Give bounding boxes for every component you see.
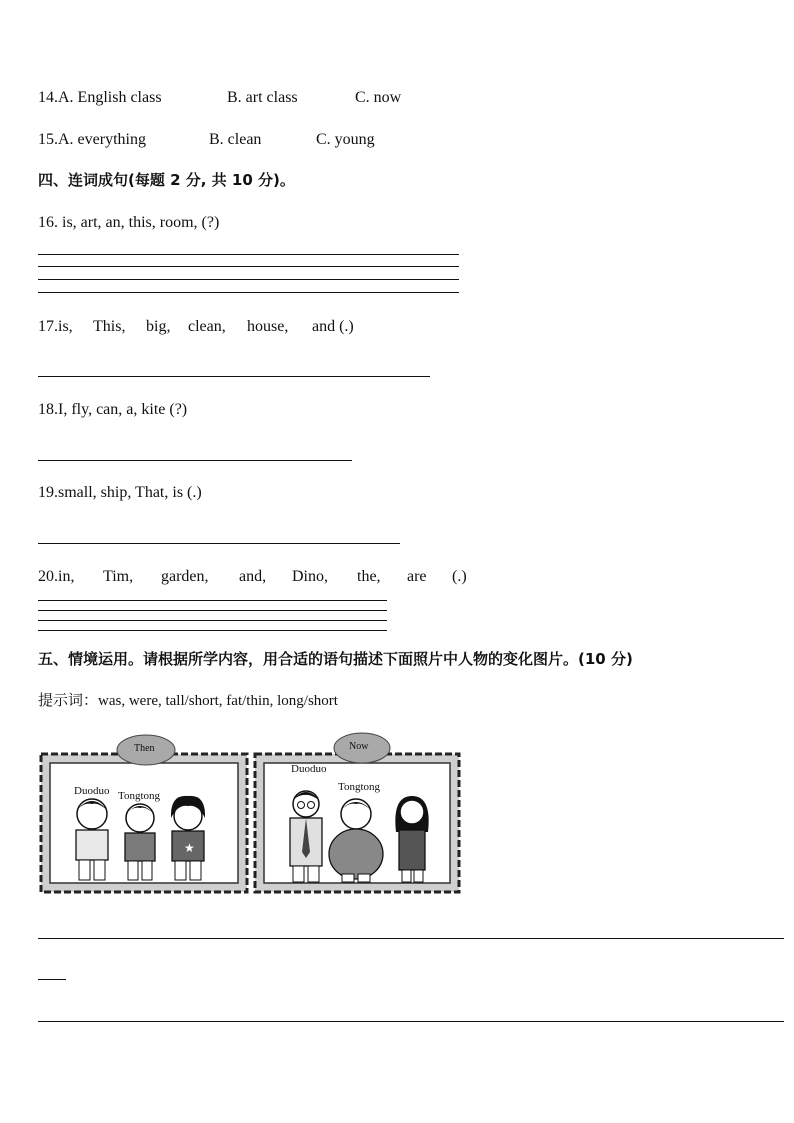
q20-word-7: are: [407, 568, 427, 585]
q17-answer-line: [38, 376, 430, 377]
section5-hint: 提示词：was, were, tall/short, fat/thin, long/short: [38, 693, 338, 709]
q17-word-4: clean,: [188, 318, 226, 335]
q19-answer-line: [38, 543, 400, 544]
q15-option-a: 15.A. everything: [38, 131, 146, 148]
q20-answer-line-4: [38, 630, 387, 631]
q20-word-8: (.): [452, 568, 467, 585]
section5-title: 五、情境运用。请根据所学内容，用合适的语句描述下面照片中人物的变化图片。(10 分): [38, 650, 633, 668]
section5-answer-line-stub: [38, 979, 66, 980]
then-name-duoduo: Duoduo: [74, 785, 110, 797]
q14-option-b: B. art class: [227, 89, 298, 106]
q17-word-3: big,: [146, 318, 171, 335]
section5-answer-line-2: [38, 1021, 784, 1022]
section5-answer-line-1: [38, 938, 784, 939]
q15-option-c: C. young: [316, 131, 375, 148]
q18-answer-line: [38, 460, 352, 461]
then-name-tongtong: Tongtong: [118, 790, 161, 802]
q17-word-6: and (.): [312, 318, 354, 335]
q16-prompt: 16. is, art, an, this, room, (?): [38, 214, 220, 231]
q14-option-c: C. now: [355, 89, 402, 106]
q17-word-5: house,: [247, 318, 289, 335]
q20-answer-line-2: [38, 610, 387, 611]
then-now-drawing: [38, 732, 462, 898]
then-now-illustration: [38, 732, 462, 898]
svg-text:★: ★: [184, 841, 195, 855]
q18-prompt: 18.I, fly, can, a, kite (?): [38, 401, 188, 418]
q16-answer-line-4: [38, 292, 459, 293]
q20-word-3: garden,: [161, 568, 209, 585]
q20-word-1: 20.in,: [38, 568, 75, 585]
q19-prompt: 19.small, ship, That, is (.): [38, 484, 202, 501]
now-label: Now: [349, 741, 369, 752]
q20-word-4: and,: [239, 568, 267, 585]
now-name-tongtong: Tongtong: [338, 781, 381, 793]
q20-answer-line-1: [38, 600, 387, 601]
q14-option-a: 14.A. English class: [38, 89, 162, 106]
q16-answer-line-2: [38, 266, 459, 267]
q17-word-2: This,: [93, 318, 126, 335]
q17-word-1: 17.is,: [38, 318, 73, 335]
q20-word-5: Dino,: [292, 568, 328, 585]
q16-answer-line-3: [38, 279, 459, 280]
then-label: Then: [134, 743, 155, 754]
q16-answer-line-1: [38, 254, 459, 255]
now-name-duoduo: Duoduo: [291, 763, 327, 775]
q15-option-b: B. clean: [209, 131, 262, 148]
section4-title: 四、连词成句(每题 2 分, 共 10 分)。: [38, 171, 295, 189]
q20-word-6: the,: [357, 568, 381, 585]
q20-word-2: Tim,: [103, 568, 134, 585]
q20-answer-line-3: [38, 620, 387, 621]
